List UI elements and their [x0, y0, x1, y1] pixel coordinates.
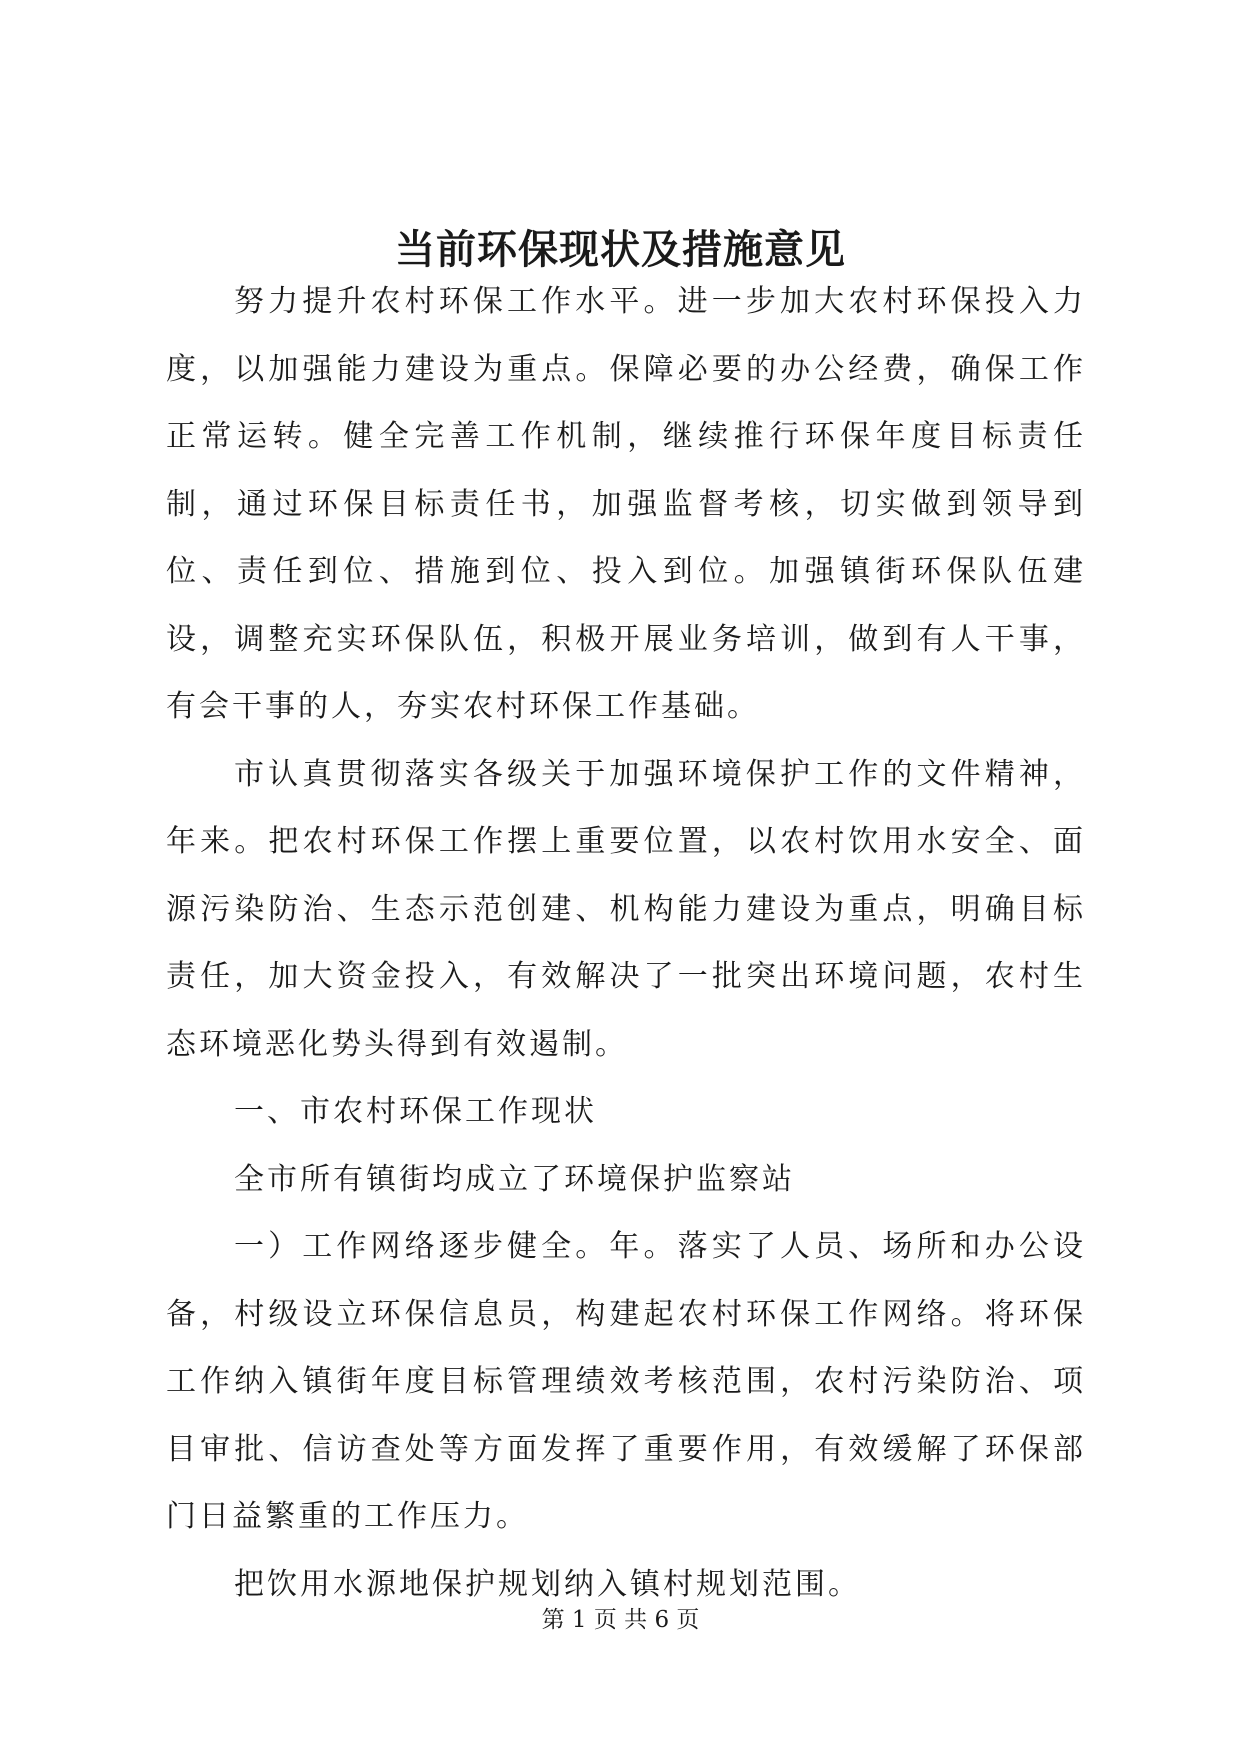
page-number-footer: 第 1 页 共 6 页: [541, 1607, 700, 1633]
paragraph: 努力提升农村环保工作水平。进一步加大农村环保投入力度，以加强能力建设为重点。保障必要的办公经费，确保工作正常运转。健全完善工作机制，继续推行环保年度目标责任制，通过环保目标责任书，加强监督考核，切实做到领导到位、责任到位、措施到位、投入到位。加强镇街环保队伍建设，调整充实环保队伍，积极开展业务培训，做到有人干事，有会干事的人，夯实农村环保工作基础。: [166, 284, 1086, 724]
document-title: 当前环保现状及措施意见: [395, 226, 846, 273]
paragraph: 一）工作网络逐步健全。年。落实了人员、场所和办公设备，村级设立环保信息员，构建起农村环保工作网络。将环保工作纳入镇街年度目标管理绩效考核范围，农村污染防治、项目审批、信访查处等方面发挥了重要作用，有效缓解了环保部门日益繁重的工作压力。: [166, 1229, 1086, 1534]
paragraph: 把饮用水源地保护规划纳入镇村规划范围。: [234, 1566, 861, 1602]
document-body: [166, 268, 1086, 1618]
section-heading: 一、市农村环保工作现状: [234, 1094, 597, 1129]
paragraph: 市认真贯彻落实各级关于加强环境保护工作的文件精神，年来。把农村环保工作摆上重要位置，以农村饮用水安全、面源污染防治、生态示范创建、机构能力建设为重点，明确目标责任，加大资金投入，有效解决了一批突出环境问题，农村生态环境恶化势头得到有效遏制。: [166, 756, 1086, 1062]
paragraph: 全市所有镇街均成立了环境保护监察站: [234, 1161, 795, 1197]
